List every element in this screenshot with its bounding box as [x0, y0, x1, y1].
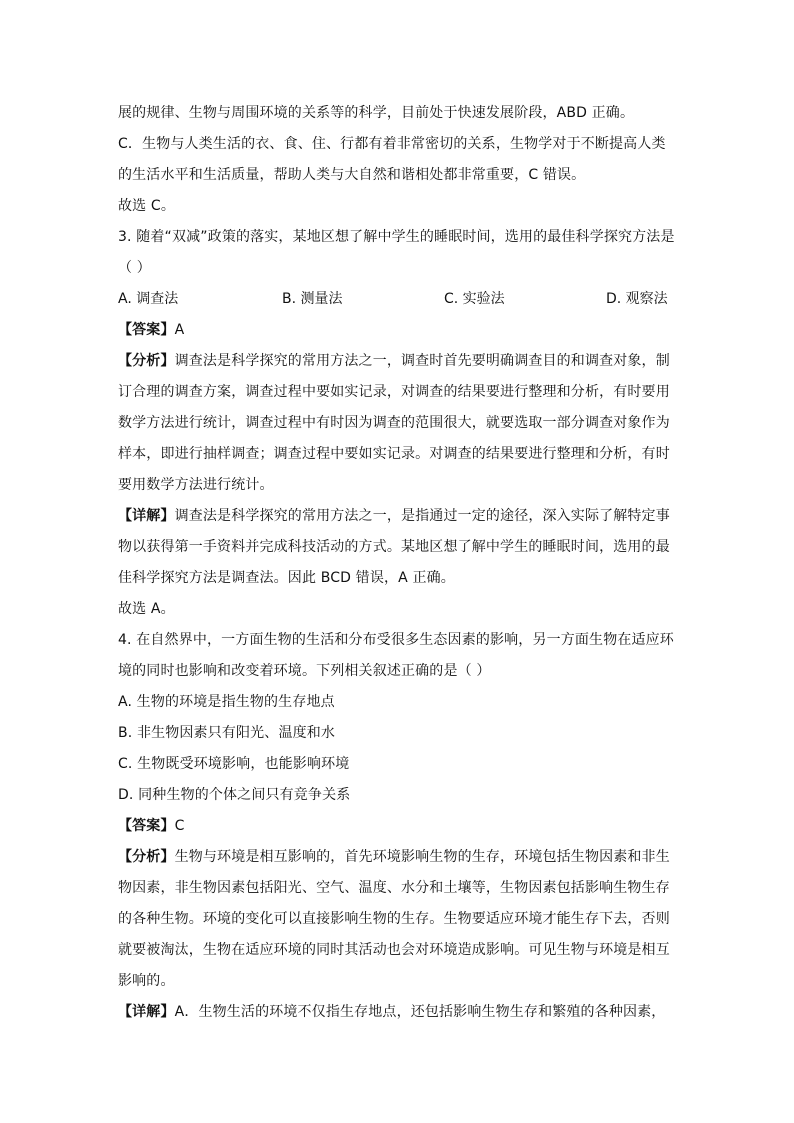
q3-analysis-tag: 【分析】 [118, 353, 175, 369]
q4-option-a: A. 生物的环境是指生物的生存地点 [118, 694, 335, 710]
q3-option-a: A. 调查法 [118, 291, 179, 307]
q3-stem-line-2: （ ） [118, 260, 151, 276]
q3-detail-text-1: 调查法是科学探究的常用方法之一，是指通过一定的途径，深入实际了解特定事 [174, 508, 670, 524]
q4-analysis-line-4: 就要被淘汰，生物在适应环境的同时其活动也会对环境造成影响。可见生物与环境是相互 [118, 942, 670, 958]
q3-stem-line-1: 3. 随着“双减”政策的落实，某地区想了解中学生的睡眠时间，选用的最佳科学探究方法是 [118, 229, 675, 245]
q4-detail-tag: 【详解】 [118, 1004, 175, 1020]
q3-option-c: C. 实验法 [444, 291, 505, 307]
q3-detail-tag: 【详解】 [118, 508, 175, 524]
q4-detail-line-1 [118, 997, 678, 1028]
q4-option-c: C. 生物既受环境影响，也能影响环境 [118, 756, 350, 772]
q4-answer-value: C [174, 818, 185, 834]
q3-answer-tag: 【答案】 [118, 322, 175, 338]
q2-text-line-1: 展的规律、生物与周围环境的关系等的科学，目前处于快速发展阶段，ABD 正确。 [118, 105, 635, 121]
q3-option-b: B. 测量法 [282, 291, 343, 307]
q3-answer [118, 315, 678, 346]
q3-detail-line-2: 物以获得第一手资料并完成科技活动的方式。某地区想了解中学生的睡眠时间，选用的最 [118, 539, 670, 555]
q3-analysis-line-3: 数学方法进行统计，调查过程中有时因为调查的范围很大，就要选取一部分调查对象作为 [118, 415, 670, 431]
q3-conclusion: 故选 A。 [118, 601, 175, 617]
q2-text-line-3: 的生活水平和生活质量，帮助人类与大自然和谐相处都非常重要，C 错误。 [118, 167, 586, 183]
q4-analysis-tag: 【分析】 [118, 849, 175, 865]
q4-answer-tag: 【答案】 [118, 818, 175, 834]
q4-option-b: B. 非生物因素只有阳光、温度和水 [118, 725, 336, 741]
q4-analysis-line-2: 物因素，非生物因素包括阳光、空气、温度、水分和土壤等，生物因素包括影响生物生存 [118, 880, 670, 896]
q2-conclusion: 故选 C。 [118, 198, 175, 214]
q3-detail-line-1 [118, 501, 678, 532]
document-page [118, 98, 678, 1028]
q3-detail-line-3: 佳科学探究方法是调查法。因此 BCD 错误，A 正确。 [118, 570, 455, 586]
q3-answer-value: A [174, 322, 185, 338]
q4-option-d: D. 同种生物的个体之间只有竞争关系 [118, 787, 351, 803]
q4-detail-text-1: A．生物生活的环境不仅指生存地点，还包括影响生物生存和繁殖的各种因素， [174, 1004, 666, 1020]
q3-analysis-line-1 [118, 346, 678, 377]
q3-analysis-text-1: 调查法是科学探究的常用方法之一，调查时首先要明确调查目的和调查对象，制 [174, 353, 670, 369]
q3-options [118, 284, 678, 315]
q4-analysis-line-5: 影响的。 [118, 973, 175, 989]
q4-answer [118, 811, 678, 842]
q3-analysis-line-4: 样本，即进行抽样调查；调查过程中要如实记录。对调查的结果要进行整理和分析，有时 [118, 446, 670, 462]
q3-analysis-line-2: 订合理的调查方案，调查过程中要如实记录，对调查的结果要进行整理和分析，有时要用 [118, 384, 670, 400]
q3-option-d: D. 观察法 [606, 291, 668, 307]
q4-analysis-text-1: 生物与环境是相互影响的，首先环境影响生物的生存，环境包括生物因素和非生 [174, 849, 670, 865]
q4-analysis-line-3: 的各种生物。环境的变化可以直接影响生物的生存。生物要适应环境才能生存下去，否则 [118, 911, 670, 927]
q4-stem-line-1: 4. 在自然界中，一方面生物的生活和分布受很多生态因素的影响，另一方面生物在适应环 [118, 632, 674, 648]
q4-stem-line-2: 境的同时也影响和改变着环境。下列相关叙述正确的是（ ） [118, 663, 491, 679]
q2-text-line-2: C．生物与人类生活的衣、食、住、行都有着非常密切的关系，生物学对于不断提高人类 [118, 136, 666, 152]
q3-analysis-line-5: 要用数学方法进行统计。 [118, 477, 274, 493]
q4-analysis-line-1 [118, 842, 678, 873]
